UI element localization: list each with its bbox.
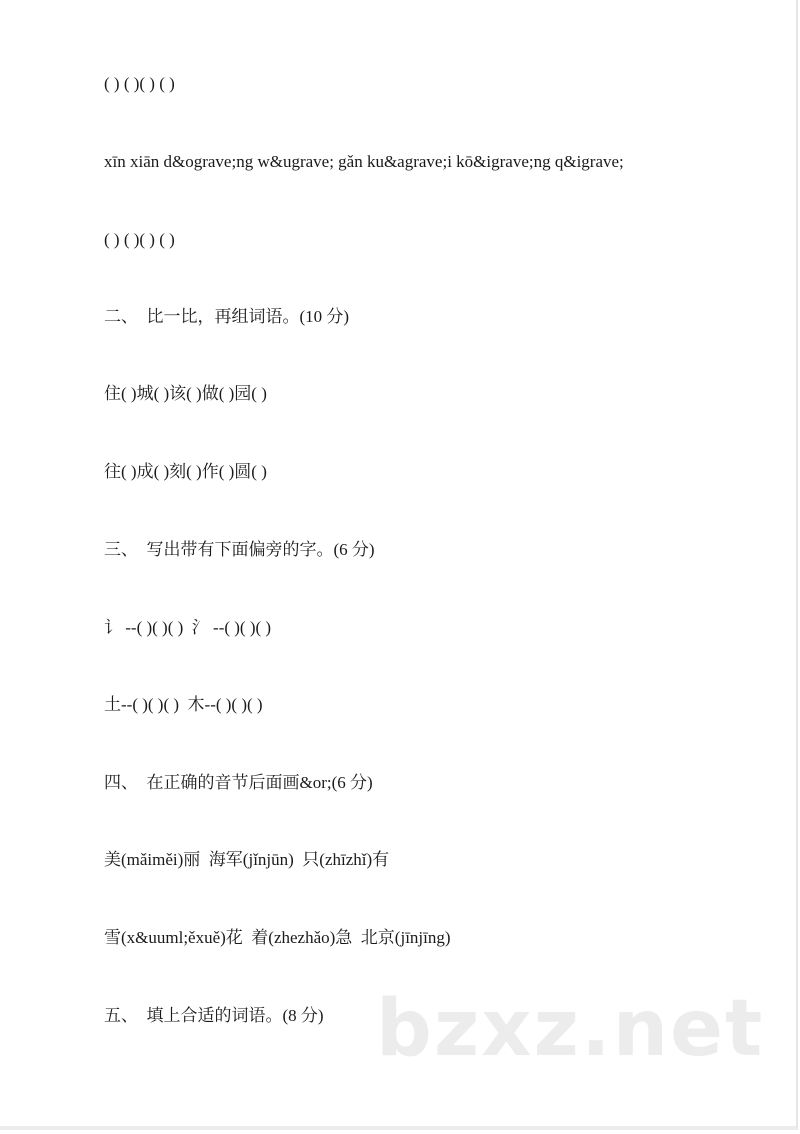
section-2-heading: 二、 比一比，再组词语。(10 分) [104, 307, 350, 326]
section-5-heading: 五、 填上合适的词语。(8 分) [104, 1006, 324, 1025]
bracket-blanks-row-1: ( ) ( )( ) ( ) [104, 74, 175, 93]
section-3-heading: 三、 写出带有下面偏旁的字。(6 分) [104, 540, 375, 559]
site-watermark: bzxz.net [376, 984, 765, 1074]
syllable-row-1: 美(mǎiměi)丽 海军(jǐnjūn) 只(zhīzhǐ)有 [104, 850, 390, 869]
radical-row-1: 讠 --( )( )( ) 氵 --( )( )( ) [104, 618, 272, 637]
section-4-heading: 四、 在正确的音节后面画&or;(6 分) [104, 773, 373, 792]
compare-row-1: 住( )城( )该( )做( )园( ) [104, 384, 267, 403]
radical-row-2: 土--( )( )( ) 木--( )( )( ) [104, 695, 263, 714]
pinyin-row: xīn xiān d&ograve;ng w&ugrave; gǎn ku&agrave;i kō&igrave;ng q&igrave; [104, 152, 624, 171]
compare-row-2: 往( )成( )刻( )作( )圆( ) [104, 462, 267, 481]
syllable-row-2: 雪(x&uuml;ěxuě)花 着(zhezhǎo)急 北京(jīnjīng) [104, 928, 451, 947]
bracket-blanks-row-2: ( ) ( )( ) ( ) [104, 230, 175, 249]
